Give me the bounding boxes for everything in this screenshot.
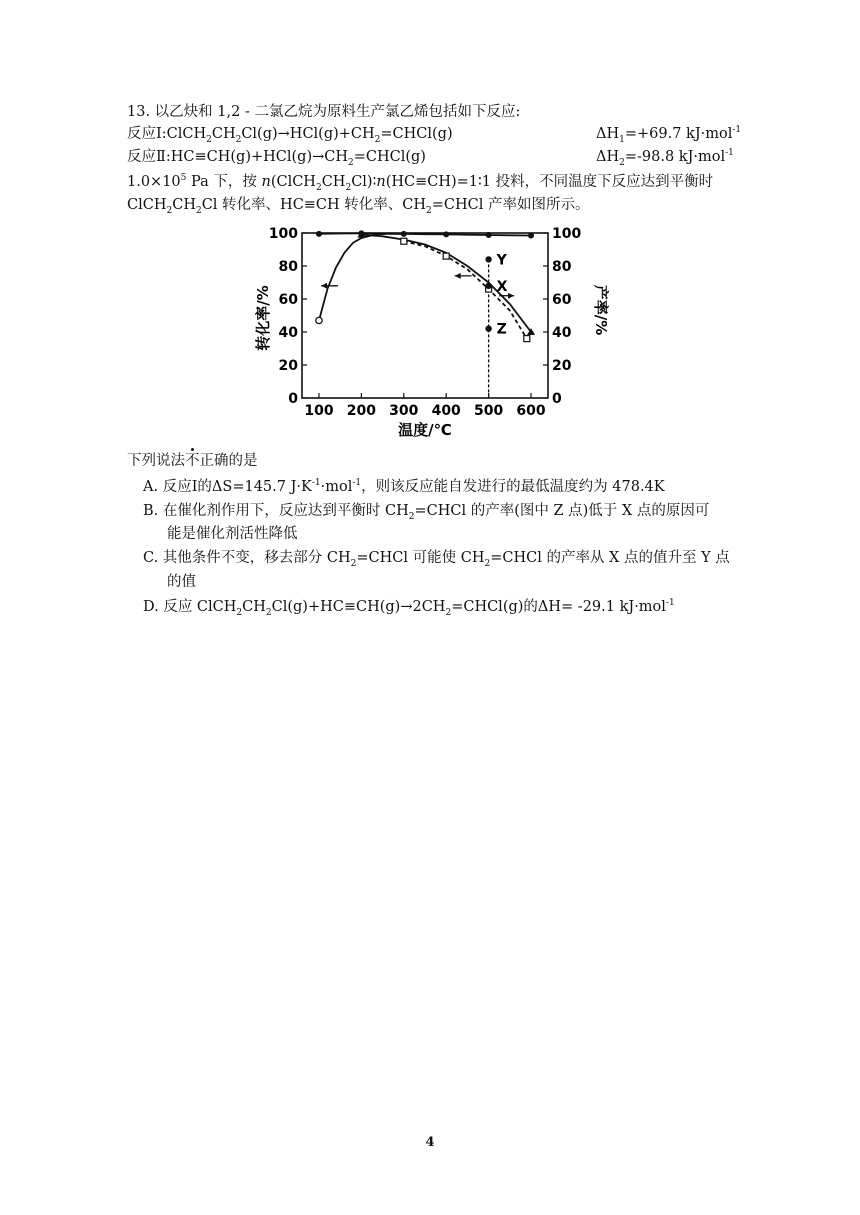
point-label-y: Y — [496, 252, 507, 269]
marker-open-circle — [316, 317, 322, 323]
marker-filled-circle — [401, 231, 407, 237]
reaction-1-equation: $ClCH_2CH_2Cl(g)\to HCl(g)+CH_2=CHCl(g)$ — [166, 126, 453, 145]
point-label-z: Z — [496, 321, 507, 338]
y-tick-label-left: 100 — [268, 226, 298, 242]
option-c-line-2: 的值 — [167, 574, 196, 590]
reaction-2 — [127, 147, 747, 167]
marker-filled-circle — [528, 232, 534, 238]
y-tick-label-right: 40 — [552, 325, 572, 341]
reaction-1-label: 反应Ⅰ: — [127, 126, 167, 142]
chart-plot-area — [269, 226, 582, 419]
arrow-left-axis-2-head — [455, 273, 461, 279]
option-b-letter: B. — [143, 503, 159, 519]
page-number: 4 — [425, 1135, 435, 1150]
option-d: D. 反应 $ClCH_2CH_2Cl(g)+HC\equiv CH(g)\to 2CH_2=CHCl(g)$的ΔH= -29.1 kJ·mol$^{-1}$ — [143, 598, 675, 618]
conditions-line-1: $1.0\times 10^5$ Pa 下，按 $n(ClCH_2CH_2Cl)∶n(HC\equiv CH)=1∶1$ 投料，不同温度下反应达到平衡时 — [127, 173, 714, 193]
x-tick-label: 200 — [346, 403, 376, 419]
point-y — [485, 256, 491, 262]
reaction-2-enthalpy: $\Delta H_2=-98.8$ kJ·mol$^{-1}$ — [596, 148, 734, 168]
y-axis-left-label: 转化率/% — [254, 285, 272, 351]
x-tick-label: 500 — [474, 403, 504, 419]
series-line-2 — [319, 234, 404, 321]
point-z — [485, 326, 491, 332]
plot-frame — [302, 233, 548, 398]
conditions-line-2: $ClCH_2CH_2Cl$ 转化率、HC≡CH 转化率、$CH_2=CHCl$ 产率如图所示。 — [127, 197, 590, 216]
y-tick-label-left: 60 — [278, 292, 298, 308]
y-axis-right-label: 产率/% — [592, 284, 610, 336]
arrow-left-axis-1-head — [321, 283, 327, 289]
option-b-line-2: 能是催化剂活性降低 — [167, 526, 298, 542]
option-d-letter: D. — [143, 599, 159, 615]
option-c: C. 其他条件不变，移去部分 $CH_2=CHCl$ 可能使 $CH_2=CHCl$ 的产率从 X 点的值升至 Y 点 — [143, 550, 730, 569]
y-tick-label-left: 0 — [288, 391, 298, 407]
x-tick-label: 300 — [389, 403, 419, 419]
marker-filled-circle — [443, 231, 449, 237]
y-tick-label-left: 20 — [278, 358, 298, 374]
y-tick-label-right: 100 — [552, 226, 582, 242]
question-prompt: 下列说法不正确的是 — [127, 453, 258, 469]
marker-filled-circle — [316, 231, 322, 237]
marker-square — [443, 253, 449, 259]
y-tick-label-left: 40 — [278, 325, 298, 341]
reaction-1-enthalpy: $\Delta H_1=+69.7$ kJ·mol$^{-1}$ — [596, 125, 742, 145]
marker-square — [401, 238, 407, 244]
x-tick-label: 600 — [516, 403, 546, 419]
option-b: B. 在催化剂作用下，反应达到平衡时 $CH_2=CHCl$ 的产率(图中 Z 点)低于 X 点的原因可 — [143, 503, 710, 522]
reaction-1 — [127, 124, 747, 144]
marker-square — [524, 336, 530, 342]
x-tick-label: 400 — [431, 403, 461, 419]
option-c-letter: C. — [143, 550, 159, 566]
y-tick-label-right: 20 — [552, 358, 572, 374]
reaction-2-label: 反应Ⅱ: — [127, 149, 171, 165]
y-tick-label-right: 60 — [552, 292, 572, 308]
option-a: A. 反应Ⅰ的ΔS=145.7 $J\cdot K^{-1}\cdot mol^{-1}$，则该反应能自发进行的最低温度约为 478.4K — [143, 478, 665, 495]
y-tick-label-right: 0 — [552, 391, 562, 407]
option-a-letter: A. — [143, 479, 159, 495]
equilibrium-chart — [240, 218, 620, 440]
question-intro: 13. 以乙炔和 1,2 - 二氯乙烷为原料生产氯乙烯包括如下反应: — [127, 104, 521, 120]
y-tick-label-left: 80 — [278, 259, 298, 275]
x-axis-label: 温度/℃ — [398, 421, 452, 439]
series-line-4 — [404, 241, 527, 338]
point-x — [485, 283, 491, 289]
x-tick-label: 100 — [304, 403, 334, 419]
emphasis-dot-char: 不 — [185, 453, 200, 469]
arrow-right-axis-head — [508, 293, 514, 299]
reaction-2-equation: $HC\equiv CH(g)+HCl(g)\to CH_2=CHCl(g)$ — [170, 149, 426, 168]
marker-filled-circle — [486, 232, 492, 238]
chart-svg — [240, 218, 620, 440]
point-label-x: X — [496, 278, 508, 295]
y-tick-label-right: 80 — [552, 259, 572, 275]
